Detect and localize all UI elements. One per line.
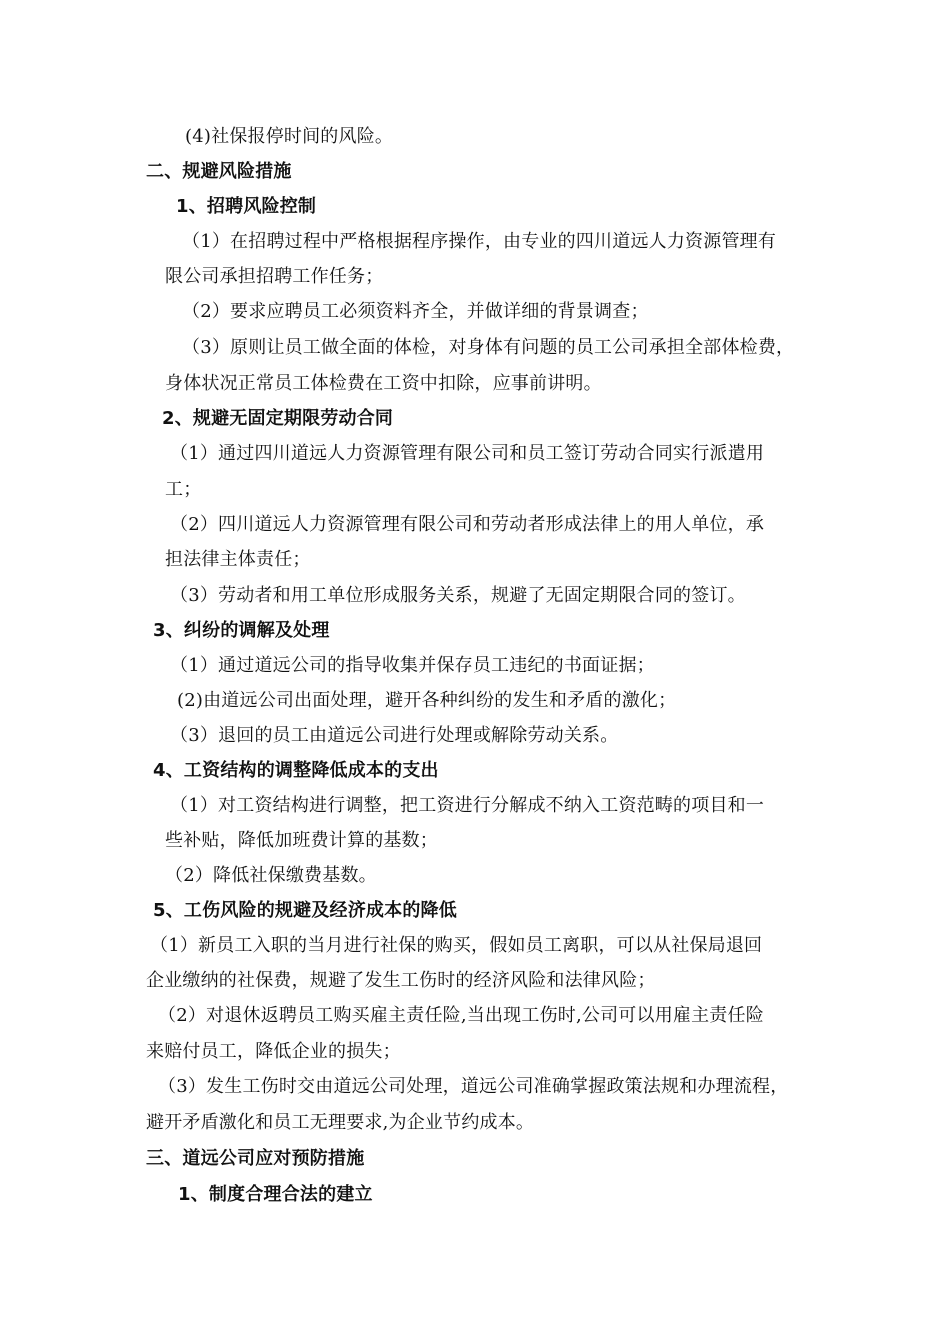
subsection-heading: 5、工伤风险的规避及经济成本的降低 xyxy=(153,900,457,921)
text-line: （1）新员工入职的当月进行社保的购买，假如员工离职，可以从社保局退回 xyxy=(150,935,763,956)
section-heading: 三、道远公司应对预防措施 xyxy=(146,1148,365,1169)
text-line: （1）对工资结构进行调整，把工资进行分解成不纳入工资范畴的项目和一 xyxy=(170,795,765,816)
text-line: （3）劳动者和用工单位形成服务关系，规避了无固定期限合同的签订。 xyxy=(170,585,746,606)
text-line: （2）四川道远人力资源管理有限公司和劳动者形成法律上的用人单位，承 xyxy=(170,514,765,535)
text-line: 来赔付员工，降低企业的损失； xyxy=(146,1041,401,1062)
subsection-heading: 3、纠纷的调解及处理 xyxy=(153,620,330,641)
subsection-heading: 4、工资结构的调整降低成本的支出 xyxy=(153,760,439,781)
text-line: （3）原则让员工做全面的体检，对身体有问题的员工公司承担全部体检费， xyxy=(182,337,795,358)
text-line: （1）通过道远公司的指导收集并保存员工违纪的书面证据； xyxy=(170,655,655,676)
text-line: 避开矛盾激化和员工无理要求,为企业节约成本。 xyxy=(146,1112,535,1133)
subsection-heading: 1、制度合理合法的建立 xyxy=(178,1184,373,1205)
text-line: （1）通过四川道远人力资源管理有限公司和员工签订劳动合同实行派遣用 xyxy=(170,443,765,464)
text-line: (2)由道远公司出面处理，避开各种纠纷的发生和矛盾的激化； xyxy=(177,690,677,711)
text-line: 些补贴，降低加班费计算的基数； xyxy=(165,830,438,851)
text-line: 限公司承担招聘工作任务； xyxy=(165,266,384,287)
text-line: （2）要求应聘员工必须资料齐全，并做详细的背景调查； xyxy=(182,301,649,322)
text-line: （3）退回的员工由道远公司进行处理或解除劳动关系。 xyxy=(170,725,619,746)
text-line: (4)社保报停时间的风险。 xyxy=(185,126,394,147)
text-line: 企业缴纳的社保费，规避了发生工伤时的经济风险和法律风险； xyxy=(146,970,656,991)
text-line: （3）发生工伤时交由道远公司处理，道远公司准确掌握政策法规和办理流程， xyxy=(158,1076,789,1097)
subsection-heading: 2、规避无固定期限劳动合同 xyxy=(162,408,394,429)
text-line: 身体状况正常员工体检费在工资中扣除，应事前讲明。 xyxy=(165,373,602,394)
text-line: （1）在招聘过程中严格根据程序操作，由专业的四川道远人力资源管理有 xyxy=(182,231,777,252)
text-line: 担法律主体责任； xyxy=(165,549,311,570)
text-line: （2）对退休返聘员工购买雇主责任险,当出现工伤时,公司可以用雇主责任险 xyxy=(158,1005,764,1026)
text-line: （2）降低社保缴费基数。 xyxy=(165,865,377,886)
text-line: 工； xyxy=(165,479,202,500)
section-heading: 二、规避风险措施 xyxy=(146,161,292,182)
subsection-heading: 1、招聘风险控制 xyxy=(176,196,317,217)
